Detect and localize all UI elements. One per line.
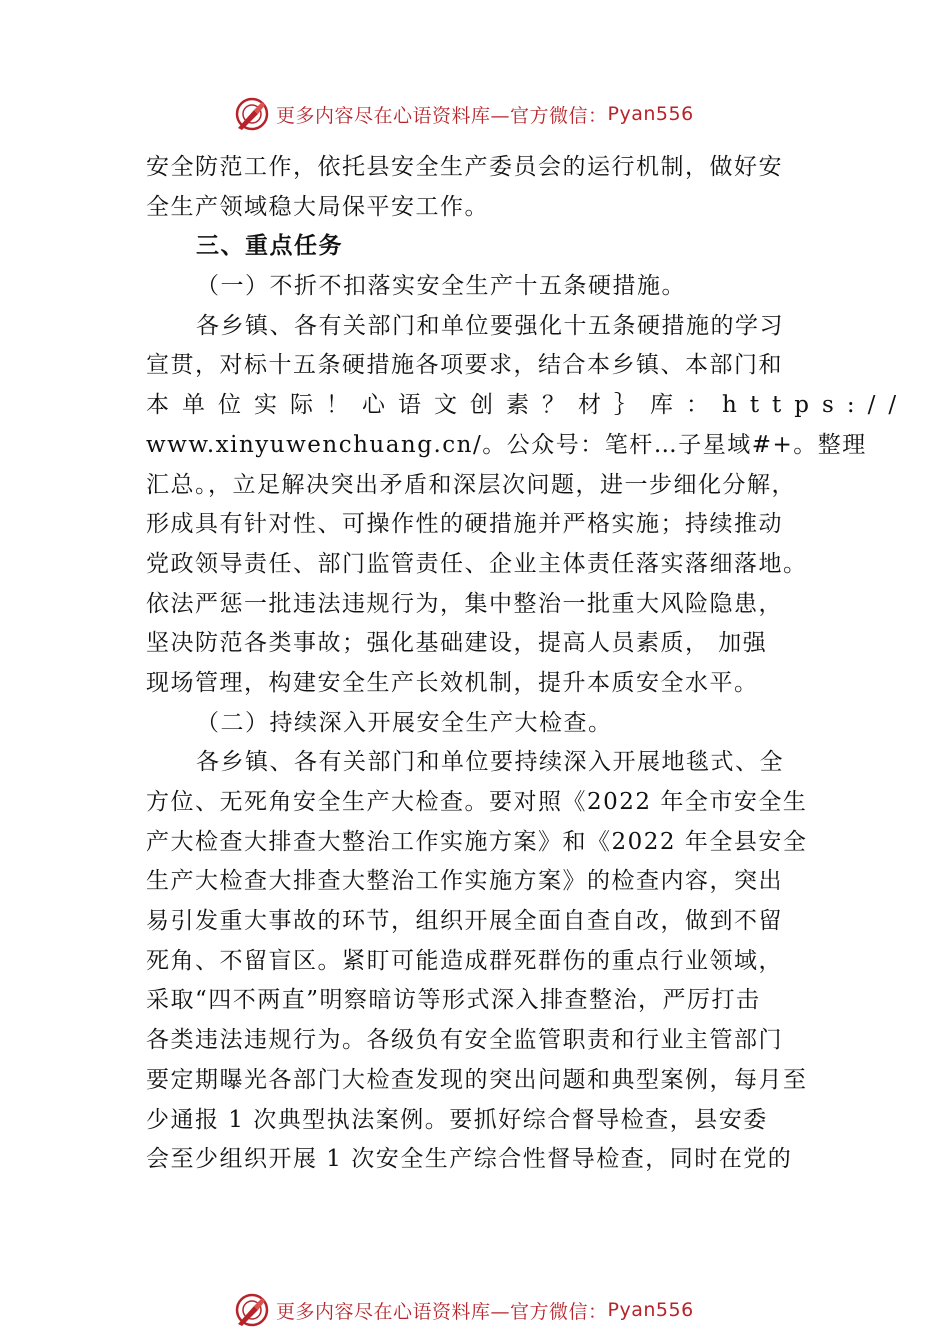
paragraph-line: 生产大检查大排查大整治工作实施方案》的检查内容，突出 [146,868,783,895]
paragraph-line: 坚决防范各类事故；强化基础建设，提高人员素质， 加强 [146,630,768,657]
watermark-banner-bottom [232,1290,694,1330]
paragraph-line: 易引发重大事故的环节，组织开展全面自查自改，做到不留 [146,908,783,935]
section-heading: 三、重点任务 [196,233,343,260]
paragraph-line: 依法严惩一批违法违规行为，集中整治一批重大风险隐患， [146,590,783,617]
watermark-text: 更多内容尽在心语资料库—官方微信： [276,1300,608,1323]
watermark-wechat-id: Pyan556 [607,103,694,125]
paragraph-line: 全生产领域稳大局保平安工作。 [146,193,489,220]
watermark-wechat-id: Pyan556 [607,1299,694,1321]
paragraph-line: www.xinyuwenchuang.cn/。公众号：笔杆…子星域#+。整理 [146,431,867,458]
paragraph-line: 少通报 1 次典型执法案例。要抓好综合督导检查，县安委 [146,1106,768,1133]
paragraph-line: 本单位实际！心语文创素？材｝库：https:// [146,392,910,419]
paragraph-line: 各乡镇、各有关部门和单位要强化十五条硬措施的学习 [196,312,784,339]
paragraph-line: 采取“四不两直”明察暗访等形式深入排查整治，严厉打击 [146,987,761,1014]
watermark-text: 更多内容尽在心语资料库—官方微信： [276,104,608,127]
paragraph-line: 宣贯，对标十五条硬措施各项要求，结合本乡镇、本部门和 [146,352,783,379]
paragraph-line: 各类违法违规行为。各级负有安全监管职责和行业主管部门 [146,1027,783,1054]
paragraph-line: 形成具有针对性、可操作性的硬措施并严格实施；持续推动 [146,511,783,538]
paragraph-line: 产大检查大排查大整治工作实施方案》和《2022 年全县安全 [146,828,808,855]
paragraph-line: 现场管理，构建安全生产长效机制，提升本质安全水平。 [146,669,759,696]
watermark-banner-top [232,94,694,134]
subsection-heading: （一）不折不扣落实安全生产十五条硬措施。 [196,273,686,300]
paragraph-line: 各乡镇、各有关部门和单位要持续深入开展地毯式、全 [196,749,784,776]
paragraph-line: 死角、不留盲区。紧盯可能造成群死群伤的重点行业领域， [146,947,783,974]
paragraph-line: 党政领导责任、部门监管责任、企业主体责任落实落细落地。 [146,550,808,577]
paragraph-line: 要定期曝光各部门大检查发现的突出问题和典型案例，每月至 [146,1066,808,1093]
paragraph-line: 汇总。，立足解决突出矛盾和深层次问题，进一步细化分解， [146,471,796,498]
pen-logo-icon [232,94,272,134]
paragraph-line: 会至少组织开展 1 次安全生产综合性督导检查，同时在党的 [146,1146,793,1173]
paragraph-line: 安全防范工作，依托县安全生产委员会的运行机制，做好安 [146,154,783,180]
document-body [146,148,910,1180]
pen-logo-icon [232,1290,272,1330]
paragraph-line: 方位、无死角安全生产大检查。要对照《2022 年全市安全生 [146,789,808,815]
subsection-heading: （二）持续深入开展安全生产大检查。 [196,709,613,736]
